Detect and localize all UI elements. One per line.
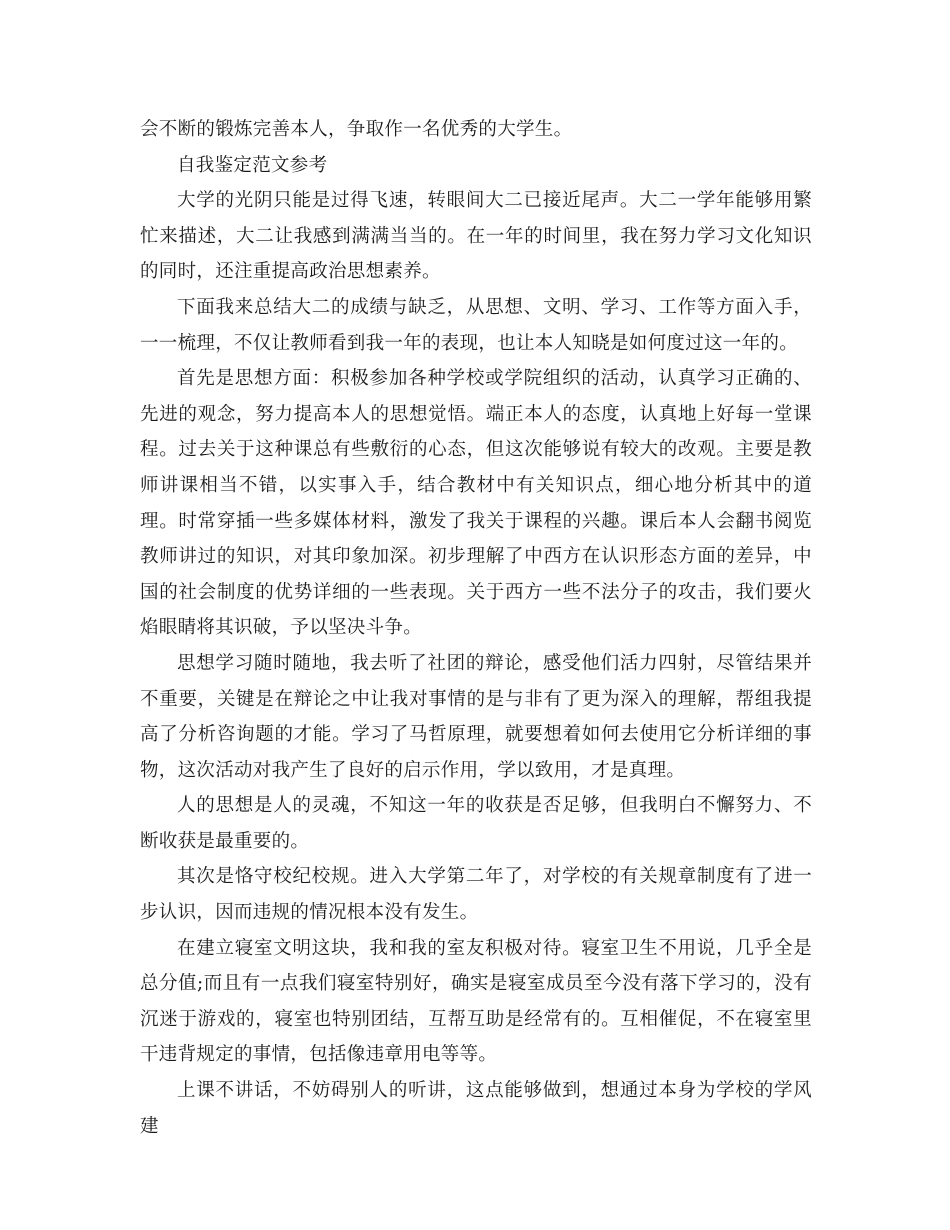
paragraph: 下面我来总结大二的成绩与缺乏，从思想、文明、学习、工作等方面入手，一一梳理，不仅让教师看到我一年的表现，也让本人知晓是如何度过这一年的。 [140, 296, 812, 354]
paragraph: 人的思想是人的灵魂，不知这一年的收获是否足够，但我明白不懈努力、不断收获是最重要的。 [140, 795, 812, 852]
paragraph: 在建立寝室文明这块，我和我的室友积极对待。寝室卫生不用说，几乎全是总分值;而且有一点我们寝室特别好，确实是寝室成员至今没有落下学习的，没有沉迷于游戏的，寝室也特别团结，互帮互助是经常有的。互相催促，不在寝室里干违背规定的事情，包括像违章用电等等。 [140, 937, 812, 1066]
paragraph: 大学的光阴只能是过得飞速，转眼间大二已接近尾声。大二一学年能够用繁忙来描述，大二让我感到满满当当的。在一年的时间里，我在努力学习文化知识的同时，还注重提高政治思想素养。 [140, 190, 812, 283]
paragraph: 其次是恪守校纪校规。进入大学第二年了，对学校的有关规章制度有了进一步认识，因而违规的情况根本没有发生。 [140, 866, 812, 924]
paragraph: 首先是思想方面：积极参加各种学校或学院组织的活动，认真学习正确的、先进的观念，努力提高本人的思想觉悟。端正本人的态度，认真地上好每一堂课程。过去关于这种课总有些敷衍的心态，但这次能够说有较大的改观。主要是教师讲课相当不错，以实事入手，结合教材中有关知识点，细心地分析其中的道理。时常穿插一些多媒体材料，激发了我关于课程的兴趣。课后本人会翻书阅览教师讲过的知识，对其印象加深。初步理解了中西方在认识形态方面的差异，中国的社会制度的优势详细的一些表现。关于西方一些不法分子的攻击，我们要火焰眼睛将其识破，予以坚决斗争。 [140, 368, 812, 639]
paragraph: 思想学习随时随地，我去听了社团的辩论，感受他们活力四射，尽管结果并不重要，关键是在辩论之中让我对事情的是与非有了更为深入的理解，帮组我提高了分析咨询题的才能。学习了马哲原理，就要想着如何去使用它分析详细的事物，这次活动对我产生了良好的启示作用，学以致用，才是真理。 [140, 652, 812, 781]
paragraph: 上课不讲话，不妨碍别人的听讲，这点能够做到，想通过本身为学校的学风建 [140, 1080, 812, 1137]
paragraph-continuation: 会不断的锻炼完善本人，争取作一名优秀的大学生。 [140, 119, 573, 140]
document-body [140, 112, 812, 1144]
section-heading: 自我鉴定范文参考 [177, 154, 328, 176]
